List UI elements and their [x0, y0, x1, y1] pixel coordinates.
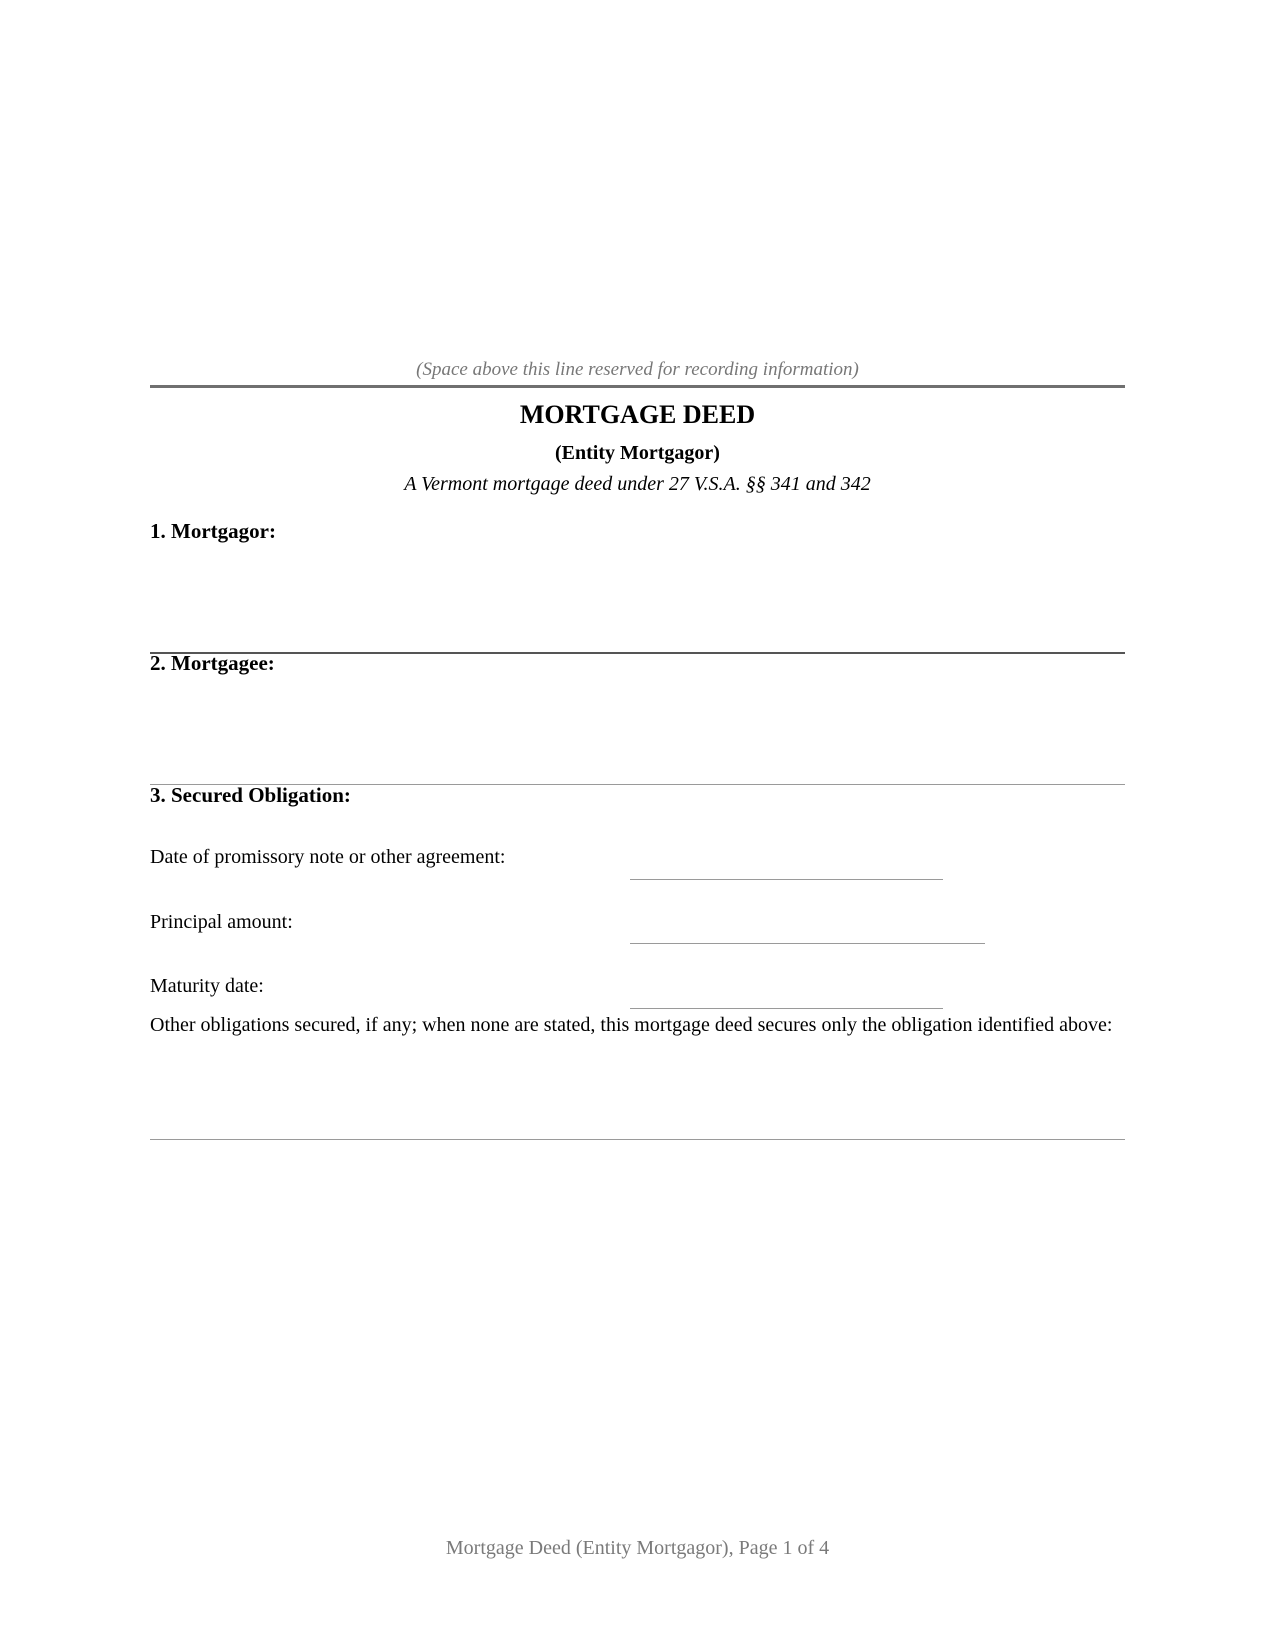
principal-amount-label: Principal amount:	[150, 911, 293, 933]
recording-space-divider	[150, 385, 1125, 388]
secured-obligation-heading: 3. Secured Obligation:	[150, 783, 351, 807]
document-title: MORTGAGE DEED	[519, 400, 756, 429]
maturity-date-fill-line[interactable]	[630, 1008, 943, 1009]
other-obligations-text: Other obligations secured, if any; when none are stated, this mortgage deed secures only the obligation identified above:	[150, 1014, 1113, 1036]
document-subtitle: (Entity Mortgagor)	[555, 442, 720, 464]
note-date-fill-line[interactable]	[630, 879, 943, 880]
mortgagor-heading: 1. Mortgagor:	[150, 519, 276, 543]
mortgagor-fill-line[interactable]	[150, 652, 1125, 654]
statute-reference: A Vermont mortgage deed under 27 V.S.A. §§ 341 and 342	[404, 473, 871, 495]
mortgagee-heading: 2. Mortgagee:	[150, 651, 275, 675]
principal-amount-fill-line[interactable]	[630, 943, 985, 944]
page-footer: Mortgage Deed (Entity Mortgagor), Page 1 of 4	[445, 1537, 830, 1559]
other-obligations-fill-line[interactable]	[150, 1139, 1125, 1140]
maturity-date-label: Maturity date:	[150, 975, 264, 997]
recording-space-note: (Space above this line reserved for recording information)	[416, 359, 859, 380]
note-date-label: Date of promissory note or other agreement:	[150, 846, 506, 868]
